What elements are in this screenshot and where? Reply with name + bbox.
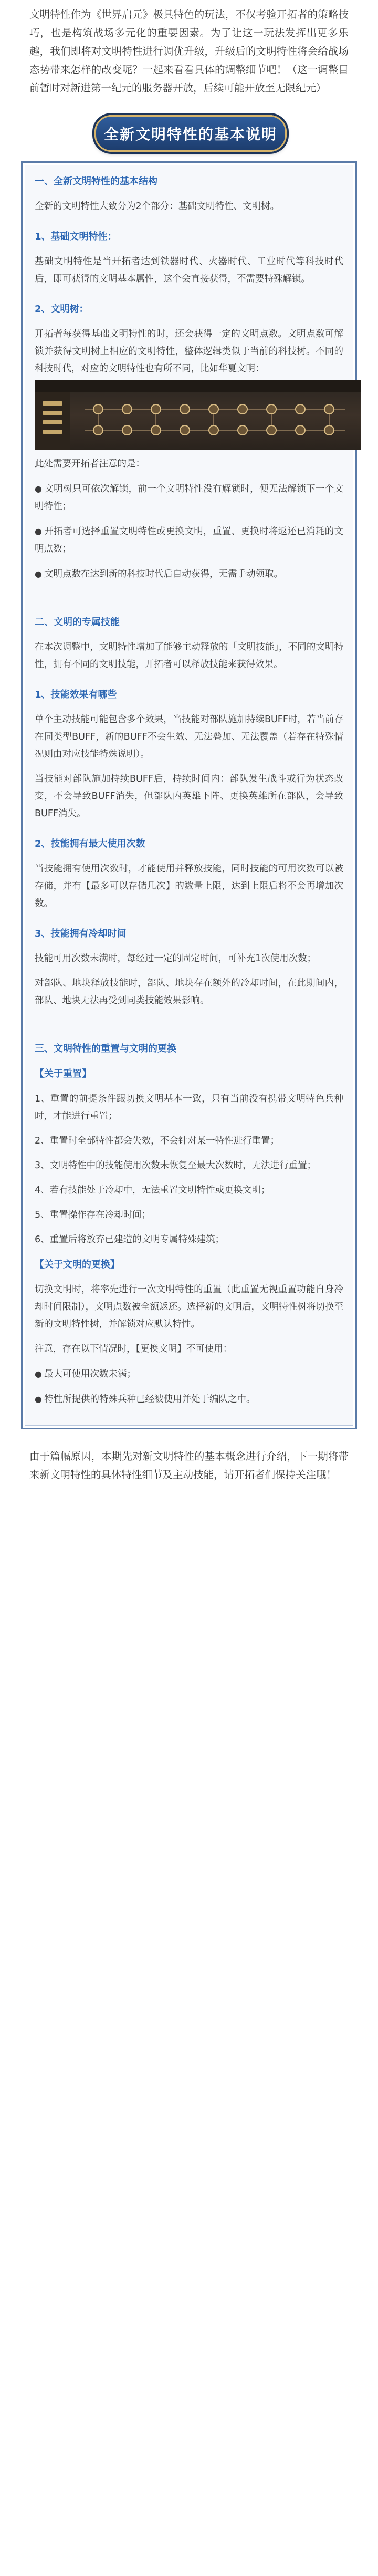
- banner-title: 全新文明特性的基本说明: [94, 115, 287, 152]
- change-bullet-text: 最大可使用次数未满；: [44, 1369, 136, 1379]
- section2-sub1-title: 1、技能效果有哪些: [35, 689, 117, 700]
- note-bullet-text: 开拓者可选择重置文明特性或更换文明，重置、更换时将返还已消耗的文明点数；: [35, 526, 343, 554]
- content-card: [21, 161, 357, 1429]
- change-bullet-2: [35, 1390, 343, 1408]
- change-title: 【关于文明的更换】: [35, 1259, 120, 1270]
- change-bullet-text: 特性所提供的特殊兵种已经被使用并处于编队之中。: [44, 1394, 256, 1405]
- outro-text: 由于篇幅原因，本期先对新文明特性的基本概念进行介绍，下一期将带来新文明特性的具体特性细节及主动技能，请开拓者们保持关注哦！: [29, 1450, 349, 1481]
- change-text-2: 注意，存在以下情况时，【更换文明】不可使用：: [35, 1344, 233, 1354]
- reset-item-6: 6、重置后将放弃已建造的文明专属特殊建筑；: [35, 1234, 225, 1245]
- section2-sub3-text2: 对部队、地块释放技能时，部队、地块存在额外的冷却时间，在此期间内，部队、地块无法再受到同类技能效果影响。: [35, 978, 343, 1006]
- intro-text: 文明特性作为《世界启元》极具特色的玩法，不仅考验开拓者的策略技巧，也是构筑战场多元化的重要因素。为了让这一玩法发挥出更多乐趣，我们即将对文明特性进行调优升级，升级后的文明特性将会给战场态势带来怎样的改变呢？一起来看看具体的调整细节吧！（这一调整目前暂时对新进第一纪元的服务器开放，后续可能开放至无限纪元）: [29, 8, 349, 94]
- change-text-1: 切换文明时，将率先进行一次文明特性的重置（此重置无视重置功能自身冷却时间限制），文明点数被全额返还。选择新的文明后，文明特性树将切换至新的文明特性树，并解锁对应默认特性。: [35, 1284, 343, 1329]
- section2-sub1-text2: 当技能对部队施加持续BUFF后，持续时间内：部队发生战斗或行为状态改变，不会导致BUFF消失，但部队内英雄下阵、更换英雄所在部队，会导致BUFF消失。: [35, 774, 343, 819]
- section1-intro: 全新的文明特性大致分为2个部分：基础文明特性、文明树。: [35, 201, 280, 212]
- reset-item-1: 1、重置的前提条件跟切换文明基本一致，只有当前没有携带文明特色兵种时，才能进行重置；: [35, 1094, 343, 1121]
- section2-sub3-title: 3、技能拥有冷却时间: [35, 928, 127, 939]
- bullet-dot: ●: [35, 569, 42, 579]
- section2-sub1-text1: 单个主动技能可能包含多个效果，当技能对部队施加持续BUFF时，若当前存在同类型BUFF，新的BUFF不会生效、无法叠加、无法覆盖（若存在特殊情况则由对应技能特殊说明）。: [35, 714, 343, 760]
- section2-intro: 在本次调整中，文明特性增加了能够主动释放的「文明技能」，不同的文明特性，拥有不同的文明技能，开拓者可以释放技能来获得效果。: [35, 642, 343, 670]
- section2-sub2-text: 当技能拥有使用次数时，才能使用并释放技能，同时技能的可用次数可以被存储，并有【最多可以存储几次】的数量上限，达到上限后将不会再增加次数。: [35, 864, 343, 909]
- bullet-dot: ●: [35, 1369, 42, 1379]
- reset-item-4: 4、若有技能处于冷却中，无法重置文明特性或更换文明；: [35, 1185, 270, 1196]
- bullet-dot: ●: [35, 526, 43, 536]
- reset-item-2: 2、重置时全部特性都会失效，不会针对某一特性进行重置；: [35, 1136, 280, 1146]
- section-banner: [0, 115, 378, 152]
- note-bullet-1: [35, 480, 343, 515]
- section1-sub2-text: 开拓者每获得基础文明特性的时，还会获得一定的文明点数。文明点数可解锁并获得文明树上相应的文明特性，整体逻辑类似于当前的科技树。不同的科技时代，对应的文明特性也有所不同，比如华夏文明：: [35, 329, 343, 374]
- reset-title: 【关于重置】: [35, 1068, 91, 1079]
- section1-sub1-title: 1、基础文明特性：: [35, 231, 117, 242]
- section1-sub2-title: 2、文明树：: [35, 304, 89, 315]
- note-intro: 此处需要开拓者注意的是：: [35, 459, 145, 469]
- section2-sub2-title: 2、技能拥有最大使用次数: [35, 838, 145, 849]
- note-bullet-text: 文明树只可依次解锁，前一个文明特性没有解锁时，便无法解锁下一个文明特性；: [35, 484, 343, 512]
- civilization-tree-screenshot: [35, 380, 361, 450]
- intro-paragraph: [0, 0, 378, 97]
- civilization-tree-graphic: [35, 380, 361, 450]
- outro-paragraph: [0, 1429, 378, 1484]
- note-bullet-2: [35, 523, 343, 558]
- content-card-inner: [25, 165, 353, 1426]
- change-bullet-1: [35, 1365, 343, 1383]
- note-bullet-text: 文明点数在达到新的科技时代后自动获得，无需手动领取。: [44, 569, 283, 579]
- section1-title: 一、全新文明特性的基本结构: [35, 176, 158, 187]
- section2-sub3-text1: 技能可用次数未满时，每经过一定的固定时间，可补充1次使用次数；: [35, 953, 317, 964]
- reset-item-3: 3、文明特性中的技能使用次数未恢复至最大次数时，无法进行重置；: [35, 1160, 317, 1171]
- section1-sub1-text: 基础文明特性是当开拓者达到铁器时代、火器时代、工业时代等科技时代后，即可获得的文明基本属性，这个会直接获得，不需要特殊解锁。: [35, 256, 343, 284]
- note-bullet-3: [35, 565, 343, 583]
- bullet-dot: ●: [35, 1394, 42, 1404]
- bullet-dot: ●: [35, 484, 43, 494]
- section3-title: 三、文明特性的重置与文明的更换: [35, 1043, 176, 1054]
- reset-item-5: 5、重置操作存在冷却时间；: [35, 1210, 151, 1220]
- section2-title: 二、文明的专属技能: [35, 617, 120, 628]
